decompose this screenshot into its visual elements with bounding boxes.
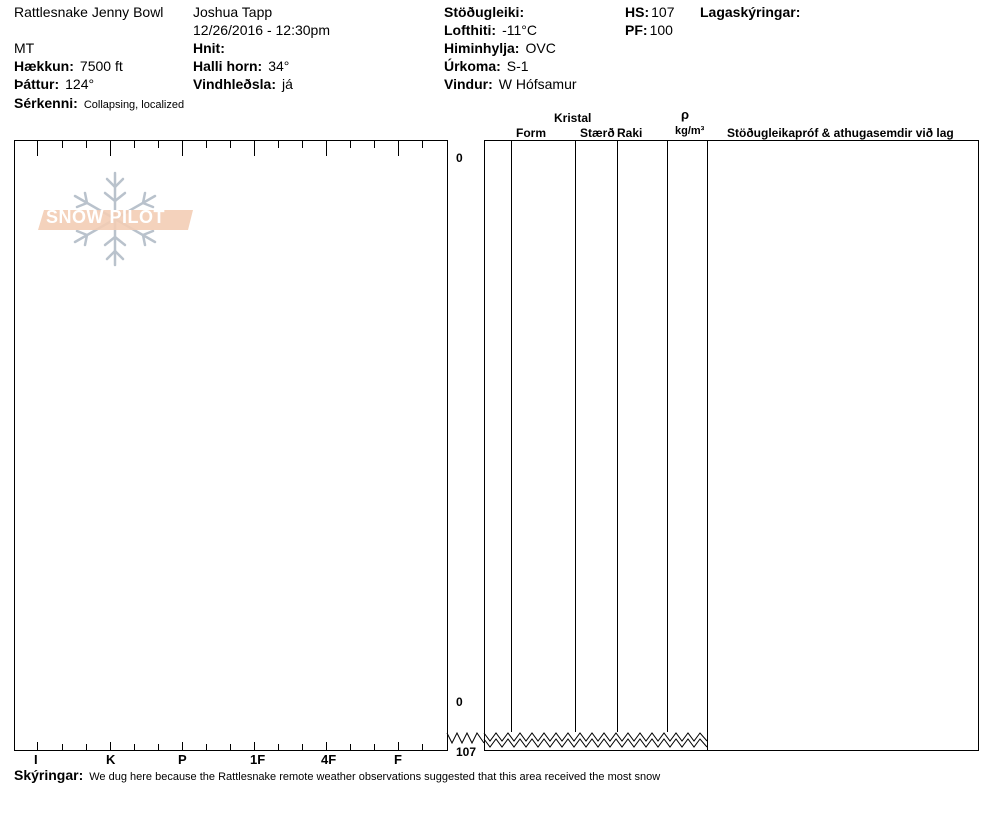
layer-table-column-lines bbox=[512, 140, 708, 751]
air-temp-label: Lofthiti: bbox=[444, 22, 497, 38]
depth-break-zigzag bbox=[447, 733, 484, 743]
aspect-value: 124° bbox=[65, 76, 95, 92]
slope-label: Halli horn: bbox=[193, 58, 263, 74]
wind-loading-value: já bbox=[281, 76, 293, 92]
hardness-top-ticks bbox=[38, 140, 423, 156]
footer-notes-label: Skýringar: bbox=[14, 767, 84, 783]
pf-value: 100 bbox=[649, 22, 673, 38]
depth-label-bottom: 107 bbox=[456, 745, 477, 759]
precip-value: S-1 bbox=[506, 58, 529, 74]
state: MT bbox=[14, 40, 35, 56]
layer-table-zigzag bbox=[484, 733, 707, 747]
hardness-label-1f: 1F bbox=[250, 752, 266, 767]
pf-label: PF: bbox=[625, 22, 648, 38]
hardness-bottom-ticks bbox=[38, 742, 423, 751]
snow-pilot-logo-text: SNOW PILOT bbox=[46, 207, 165, 227]
sky-value: OVC bbox=[525, 40, 556, 56]
footer-notes bbox=[14, 767, 660, 785]
layer-notes-label: Lagaskýringar: bbox=[700, 4, 801, 20]
sky-label: Himinhylja: bbox=[444, 40, 520, 56]
observer-name: Joshua Tapp bbox=[193, 4, 273, 20]
crystal-header: Kristal bbox=[554, 111, 592, 125]
depth-label-zero: 0 bbox=[456, 695, 463, 709]
hs-label: HS: bbox=[625, 4, 650, 20]
wind-label: Vindur: bbox=[444, 76, 493, 92]
coords-label: Hnit: bbox=[193, 40, 225, 56]
location-name: Rattlesnake Jenny Bowl bbox=[14, 4, 164, 20]
hardness-label-i: I bbox=[34, 752, 38, 767]
stability-label: Stöðugleiki: bbox=[444, 4, 525, 20]
form-header: Form bbox=[516, 126, 546, 140]
elevation-label: Hækkun: bbox=[14, 58, 74, 74]
features-label: Sérkenni: bbox=[14, 95, 78, 111]
footer-notes-text: We dug here because the Rattlesnake remote weather observations suggested that this area received the most snow bbox=[89, 771, 661, 783]
density-units-header: kg/m³ bbox=[675, 125, 705, 137]
stability-tests-header: Stöðugleikapróf & athugasemdir við lag bbox=[727, 126, 954, 140]
wind-value: W Hófsamur bbox=[498, 76, 577, 92]
hardness-label-k: K bbox=[106, 752, 116, 767]
precip-label: Úrkoma: bbox=[444, 58, 501, 74]
moisture-header: Raki bbox=[617, 126, 643, 140]
hardness-label-4f: 4F bbox=[321, 752, 337, 767]
slope-value: 34° bbox=[268, 58, 290, 74]
hardness-label-f: F bbox=[394, 752, 402, 767]
aspect-label: Þáttur: bbox=[14, 76, 60, 92]
wind-loading-label: Vindhleðsla: bbox=[193, 76, 276, 92]
observation-datetime: 12/26/2016 - 12:30pm bbox=[193, 22, 330, 38]
features-value: Collapsing, localized bbox=[83, 99, 185, 111]
depth-label-top: 0 bbox=[456, 151, 463, 165]
air-temp-value: -11°C bbox=[502, 22, 537, 38]
hs-value: 107 bbox=[651, 4, 675, 20]
rho-header: ρ bbox=[681, 107, 690, 122]
hardness-label-p: P bbox=[178, 752, 187, 767]
size-header: Stærð bbox=[580, 126, 615, 140]
elevation-value: 7500 ft bbox=[79, 58, 123, 74]
layer-table-frame bbox=[485, 141, 979, 751]
